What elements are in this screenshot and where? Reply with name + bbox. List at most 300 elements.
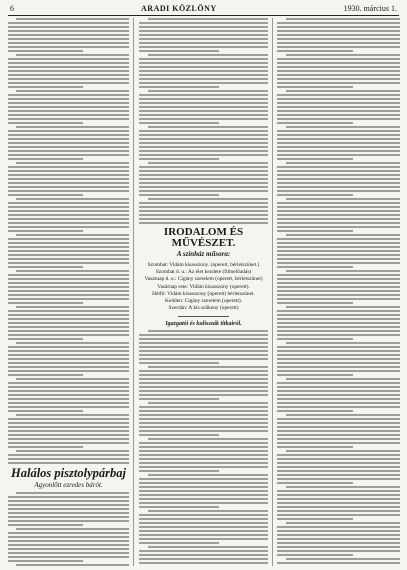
text-line [277,254,400,256]
text-line [16,450,129,452]
column-divider [272,18,273,566]
text-line [139,466,268,468]
text-line [277,554,353,556]
text-line [277,78,400,80]
text-line [277,182,400,184]
text-line [139,518,268,520]
text-line [8,418,129,420]
text-line [16,414,129,416]
text-line [16,90,129,92]
article-subheadline: Agyonlőtt ezredes bárót. [34,480,103,489]
text-line [8,434,129,436]
column-divider [133,18,134,566]
program-line: Kedden: Cigány szerelem (operett). [165,298,242,305]
text-line [8,318,129,320]
column-1 [8,18,129,566]
text-line [8,520,129,522]
text-line [8,532,129,534]
text-line [8,150,129,152]
newspaper-title: ARADI KÖZLÖNY [141,4,217,13]
text-line [139,446,268,448]
text-line [139,358,268,360]
text-line [286,486,400,488]
program-line: Szombat: Vidám kisasszony. (operett, bérletszünet.) [147,261,260,268]
text-line [8,286,129,288]
text-line [8,102,129,104]
text-line [139,74,268,76]
text-line [139,478,268,480]
text-line [139,218,268,220]
text-line [8,254,129,256]
text-line [277,386,400,388]
text-line [8,130,129,132]
text-line [286,342,400,344]
text-line [277,318,400,320]
text-line [286,558,400,560]
text-line [286,90,400,92]
text-line [277,438,400,440]
text-line [16,234,129,236]
text-line [139,106,268,108]
text-line [8,174,129,176]
text-line [148,510,268,512]
text-line [8,278,129,280]
article-headline: Halálos pisztolypárbaj [11,466,126,480]
text-line [139,450,268,452]
text-line [277,498,400,500]
text-line [8,238,129,240]
program-line: Vasárnap este: Vidám kisasszony (operett). [157,283,250,290]
text-line [277,510,400,512]
text-line [277,286,400,288]
text-line [286,522,400,524]
text-line [139,42,268,44]
text-line [277,274,400,276]
text-line [277,194,353,196]
text-line [16,342,129,344]
text-line [277,322,400,324]
text-line [277,294,400,296]
text-line [16,162,129,164]
text-line [139,66,268,68]
text-line [8,394,129,396]
text-line [139,390,268,392]
text-line [277,258,400,260]
text-line [139,538,268,540]
text-line [277,26,400,28]
text-line [139,38,268,40]
text-line [139,50,219,52]
text-line [8,66,129,68]
text-line [8,74,129,76]
text-line [8,390,129,392]
text-line [277,290,400,292]
text-line [8,170,129,172]
text-line [277,426,400,428]
text-line [277,538,400,540]
text-line [8,122,83,124]
text-line [277,338,353,340]
text-line [139,346,268,348]
text-line [8,496,129,498]
text-line [277,38,400,40]
text-line [277,242,400,244]
text-line [277,330,400,332]
text-line [277,114,400,116]
text-line [277,446,353,448]
text-line [8,386,129,388]
text-line [139,458,268,460]
text-line [277,82,400,84]
text-line [277,550,400,552]
text-line [139,82,268,84]
text-line [277,94,400,96]
text-line [139,70,268,72]
text-line [277,382,400,384]
text-line [277,174,400,176]
text-line [139,146,268,148]
text-line [16,528,129,530]
text-line [16,270,129,272]
text-line [277,478,400,480]
text-line [8,556,129,558]
text-line [277,218,400,220]
text-line [277,390,400,392]
text-line [8,34,129,36]
text-line [277,62,400,64]
text-line [277,298,400,300]
text-line [139,490,268,492]
page-number: 6 [10,4,14,13]
text-line [139,378,268,380]
text-line [139,118,268,120]
text-line [139,174,268,176]
text-line [8,334,129,336]
text-line [8,282,129,284]
text-line [139,58,268,60]
text-line [139,150,268,152]
text-line [277,58,400,60]
text-line [139,138,268,140]
text-line [8,406,129,408]
article-text [277,18,400,566]
page-header [10,3,397,15]
text-line [8,82,129,84]
text-line [277,266,353,268]
text-line [277,150,400,152]
text-line [277,190,400,192]
text-line [277,122,353,124]
text-line [8,266,83,268]
text-line [277,138,400,140]
text-line [8,508,129,510]
text-line [148,546,268,548]
text-line [8,230,83,232]
text-line [148,198,268,200]
text-line [8,262,129,264]
text-line [139,78,268,80]
text-line [8,512,129,514]
text-line [277,106,400,108]
text-line [277,86,353,88]
text-line [8,560,83,562]
text-line [139,562,268,564]
text-line [277,118,400,120]
article-text [8,18,129,464]
text-line [277,302,353,304]
text-line [139,334,268,336]
text-line [277,98,400,100]
text-line [277,534,400,536]
text-line [8,58,129,60]
text-line [8,422,129,424]
text-line [148,366,268,368]
text-line [139,46,268,48]
text-line [277,30,400,32]
text-line [8,258,129,260]
text-line [277,398,400,400]
text-line [277,222,400,224]
text-line [277,134,400,136]
text-line [277,70,400,72]
text-line [139,430,268,432]
text-line [277,34,400,36]
text-line [277,374,353,376]
text-line [8,154,129,156]
text-line [8,46,129,48]
program-title: A színház műsora: [176,250,231,258]
text-line [8,302,83,304]
theatre-program [139,262,268,313]
section-title: IRODALOM ÉS MŰVÉSZET. [163,226,244,249]
text-line [8,290,129,292]
text-line [286,450,400,452]
text-line [139,398,219,400]
text-line [139,550,268,552]
text-line [139,102,268,104]
text-line [139,26,268,28]
text-line [277,562,400,564]
notice-title: Igazgatói és kulisszák titkairól. [165,320,242,327]
text-line [286,306,400,308]
article-text [139,330,268,566]
text-line [139,526,268,528]
text-line [277,366,400,368]
text-line [139,534,268,536]
text-line [139,206,268,208]
text-line [8,504,129,506]
text-line [139,374,268,376]
text-line [139,514,268,516]
text-line [8,426,129,428]
text-line [8,536,129,538]
program-line: Szombat d. u.: Az élet kezdete (filmelőadás) [155,268,252,275]
text-line [16,198,129,200]
text-line [148,402,268,404]
header-rule [8,15,399,16]
text-line [8,314,129,316]
text-line [8,182,129,184]
text-line [139,382,268,384]
text-line [277,406,400,408]
text-line [277,282,400,284]
text-line [277,430,400,432]
text-line [277,526,400,528]
text-line [139,202,268,204]
text-line [148,474,268,476]
text-line [277,530,400,532]
text-line [8,338,83,340]
text-line [139,422,268,424]
text-line [8,190,129,192]
text-line [139,470,219,472]
text-line [8,222,129,224]
text-line [139,362,219,364]
text-line [8,242,129,244]
text-line [8,158,83,160]
text-line [139,394,268,396]
text-line [8,206,129,208]
text-line [277,226,400,228]
text-line [139,558,268,560]
text-line [277,262,400,264]
text-line [139,178,268,180]
text-line [8,462,129,464]
text-line [8,178,129,180]
text-line [148,162,268,164]
text-line [8,398,129,400]
text-line [139,406,268,408]
text-line [139,482,268,484]
text-line [8,210,129,212]
text-line [139,522,268,524]
text-line [8,326,129,328]
text-line [139,62,268,64]
text-line [139,442,268,444]
text-line [16,18,129,20]
text-line [139,530,268,532]
text-line [139,498,268,500]
text-line [8,410,83,412]
text-line [139,214,268,216]
text-line [8,78,129,80]
text-line [277,494,400,496]
text-line [16,306,129,308]
text-line [8,548,129,550]
text-line [277,394,400,396]
text-line [8,118,129,120]
column-2 [139,18,268,566]
text-line [139,554,268,556]
text-line [277,158,353,160]
text-line [8,382,129,384]
text-line [139,142,268,144]
text-line [277,146,400,148]
text-line [139,410,268,412]
text-line [277,170,400,172]
text-line [277,178,400,180]
text-line [139,22,268,24]
text-line [277,502,400,504]
text-line [277,202,400,204]
text-line [8,346,129,348]
text-line [277,418,400,420]
text-line [139,210,268,212]
text-line [8,250,129,252]
text-line [139,354,268,356]
text-line [8,94,129,96]
article-text [139,18,268,224]
text-line [8,370,129,372]
text-line [277,74,400,76]
text-line [277,326,400,328]
text-line [148,330,268,332]
text-line [277,246,400,248]
text-line [277,334,400,336]
text-line [8,294,129,296]
text-line [139,158,219,160]
text-line [139,494,268,496]
text-line [277,250,400,252]
text-line [139,370,268,372]
text-line [277,358,400,360]
text-line [286,198,400,200]
text-line [8,402,129,404]
text-line [277,310,400,312]
text-line [8,106,129,108]
text-line [139,30,268,32]
text-line [8,30,129,32]
text-line [139,170,268,172]
text-line [8,362,129,364]
text-line [8,62,129,64]
text-line [139,506,219,508]
text-line [139,542,219,544]
text-line [277,206,400,208]
text-line [8,516,129,518]
text-line [277,402,400,404]
text-line [8,166,129,168]
text-line [277,210,400,212]
text-line [8,552,129,554]
text-line [8,322,129,324]
text-line [16,126,129,128]
text-line [277,166,400,168]
text-line [277,314,400,316]
text-line [139,122,219,124]
text-line [277,46,400,48]
text-line [277,350,400,352]
text-line [277,546,400,548]
text-line [139,154,268,156]
text-line [139,434,219,436]
text-line [148,54,268,56]
text-line [139,34,268,36]
text-line [148,90,268,92]
text-line [8,194,83,196]
text-line [277,470,400,472]
divider [178,316,230,317]
text-line [8,42,129,44]
text-line [139,338,268,340]
text-line [8,430,129,432]
text-line [139,134,268,136]
text-line [139,186,268,188]
text-line [277,186,400,188]
text-line [277,346,400,348]
text-line [16,564,129,566]
text-line [277,102,400,104]
